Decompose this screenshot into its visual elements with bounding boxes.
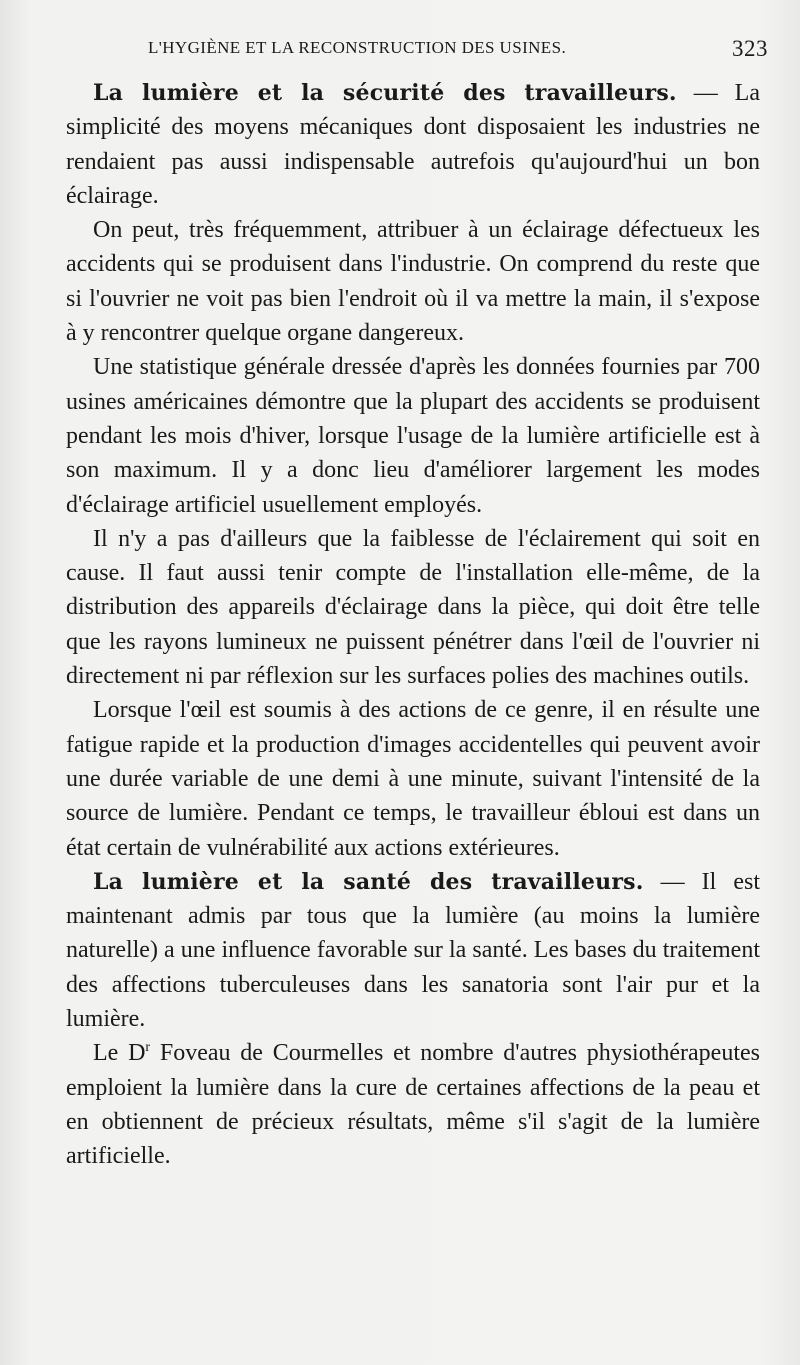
paragraph: Lorsque l'œil est soumis à des actions de ce genre, il en résulte une fatigue rapide et la production d'images accidentelles qui peuvent avoir une durée variable de une demi à une minute, suivant l'intensité de la source de lumière. Pendant ce temps, le travailleur ébloui est dans un état certain de vulnérabilité aux actions extérieures. [66, 697, 760, 861]
paragraph-text: — Il est maintenant admis par tous que la lumière (au moins la lumière naturelle) a une influence favorable sur la santé. Les bases du traitement des affections tuberculeuses dans les sanatoria sont l'air pur et la lumière. [66, 868, 760, 1033]
paragraph: Il n'y a pas d'ailleurs que la faiblesse de l'éclairement qui soit en cause. Il faut aussi tenir compte de l'installation elle-même, de la distribution des appareils d'éclairage dans la pièce, qui doit être telle que les rayons lumineux ne puissent pénétrer dans l'œil de l'ouvrier ni directement ni par réflexion sur les surfaces polies des machines outils. [66, 525, 760, 690]
running-title: L'HYGIÈNE ET LA RECONSTRUCTION DES USINES. [148, 38, 567, 57]
paragraph: Une statistique générale dressée d'après les données fournies par 700 usines américaines démontre que la plupart des accidents se produisent pendant les mois d'hiver, lorsque l'usage de la lumière artificielle est à son maximum. Il y a donc lieu d'améliorer largement les modes d'éclairage artificiel usuellement employés. [66, 354, 760, 518]
paragraph: On peut, très fréquemment, attribuer à un éclairage défectueux les accidents qui se produisent dans l'industrie. On comprend du reste que si l'ouvrier ne voit pas bien l'endroit où il va mettre la main, il s'expose à y rencontrer quelque organe dangereux. [66, 217, 760, 347]
paragraph [66, 865, 760, 1036]
page-number: 323 [732, 36, 768, 61]
paragraph [66, 1036, 760, 1173]
body-text [66, 76, 760, 1174]
section-heading-sante: La lumière et la santé des travailleurs. [93, 868, 644, 895]
paragraph-text: — La simplicité des moyens mécaniques dont disposaient les industries ne rendaient pas aussi indispensable autrefois qu'aujourd'hui un bon éclairage. [66, 80, 760, 209]
paragraph-text: Foveau de Courmelles et nombre d'autres physiothérapeutes emploient la lumière dans la cure de certaines affections de la peau et en obtiennent de précieux résultats, même s'il s'agit de la lumière artificielle. [66, 1040, 760, 1170]
running-head [148, 38, 768, 68]
paragraph [66, 76, 760, 213]
superscript: r [145, 1040, 151, 1056]
paragraph-text: Le D [93, 1040, 146, 1067]
section-heading-securite: La lumière et la sécurité des travailleurs. [93, 80, 677, 106]
